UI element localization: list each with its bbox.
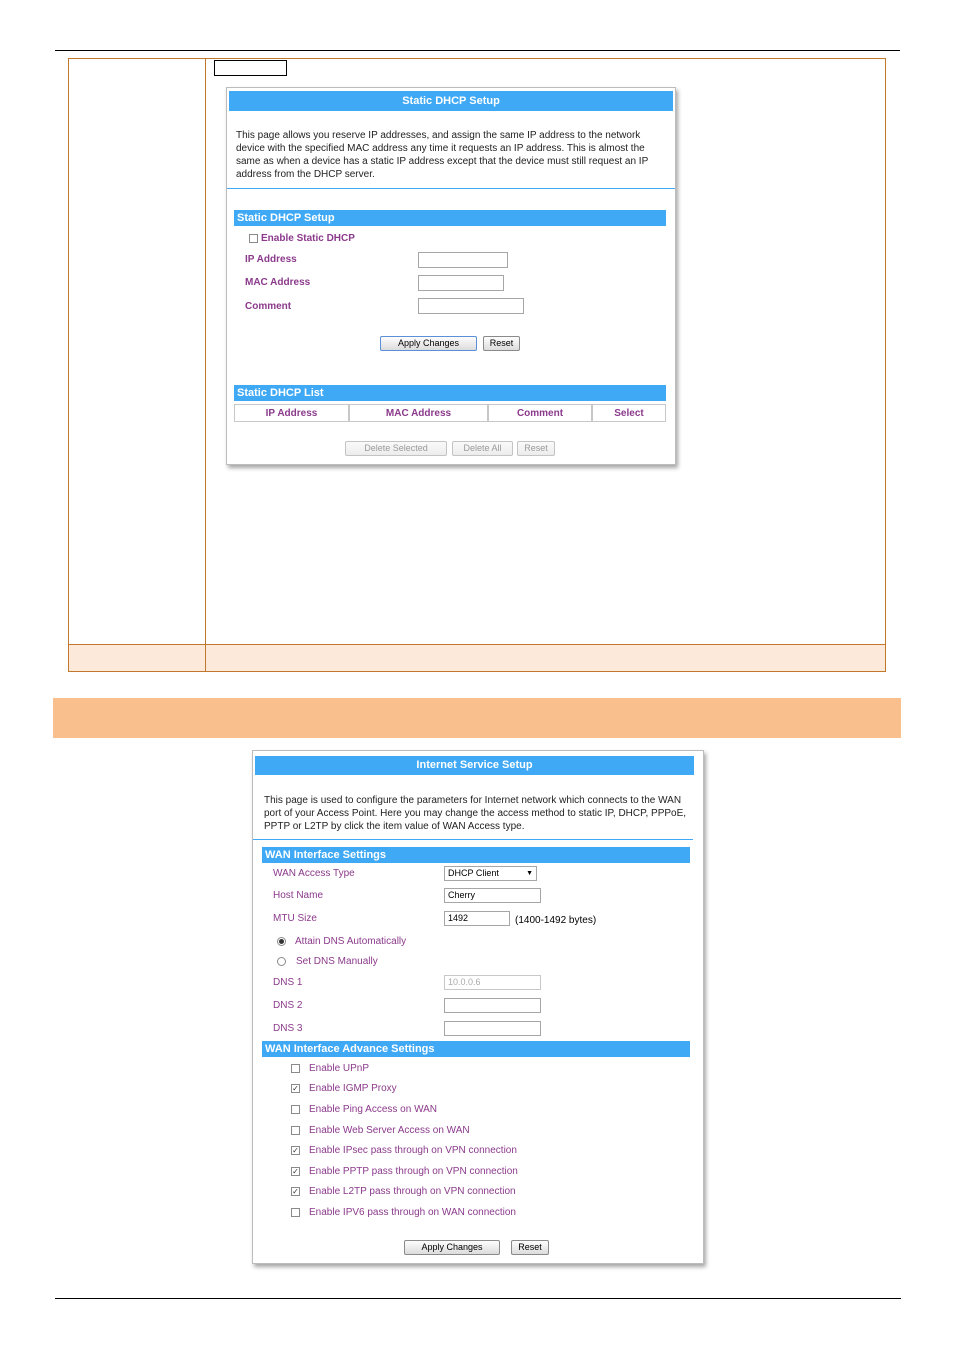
set-dns-manual-label: Set DNS Manually — [296, 956, 378, 967]
enable-igmp-proxy-checkbox[interactable]: ✓ — [292, 1084, 299, 1093]
enable-ipsec-passthrough-label: Enable IPsec pass through on VPN connection — [309, 1145, 517, 1156]
empty-label-box — [214, 60, 287, 76]
column-ip-address: IP Address — [234, 404, 349, 422]
enable-static-dhcp-label: Enable Static DHCP — [261, 233, 355, 244]
enable-web-server-access-checkbox[interactable] — [291, 1126, 300, 1135]
list-reset-button[interactable]: Reset — [517, 441, 555, 456]
section-heading-bar — [53, 698, 901, 738]
column-select: Select — [592, 404, 666, 422]
enable-ipv6-passthrough-checkbox[interactable] — [291, 1208, 300, 1217]
enable-l2tp-passthrough-label: Enable L2TP pass through on VPN connection — [309, 1186, 516, 1197]
bottom-rule — [55, 1298, 901, 1299]
table-column-divider — [205, 59, 206, 671]
dns1-label: DNS 1 — [273, 977, 303, 988]
delete-selected-button[interactable]: Delete Selected — [345, 441, 447, 456]
column-comment: Comment — [488, 404, 592, 422]
dhcp-list-header — [234, 404, 666, 422]
dropdown-arrow-icon: ▼ — [526, 870, 533, 877]
advance-options-list — [253, 751, 703, 1263]
apply-changes-button[interactable]: Apply Changes — [380, 336, 477, 351]
ip-address-label: IP Address — [245, 254, 297, 265]
internet-service-panel — [252, 750, 704, 1264]
mac-address-label: MAC Address — [245, 277, 311, 288]
panel-title: Static DHCP Setup — [229, 91, 673, 111]
enable-pptp-passthrough-label: Enable PPTP pass through on VPN connection — [309, 1166, 518, 1177]
reset-button[interactable]: Reset — [483, 336, 520, 351]
enable-ipsec-passthrough-checkbox[interactable]: ✓ — [292, 1146, 299, 1155]
column-mac-address: MAC Address — [349, 404, 488, 422]
host-name-label: Host Name — [273, 890, 324, 901]
wan-interface-settings-section: WAN Interface Settings — [262, 847, 690, 863]
enable-igmp-proxy-label: Enable IGMP Proxy — [309, 1083, 397, 1094]
static-dhcp-setup-section: Static DHCP Setup — [234, 210, 666, 226]
comment-label: Comment — [245, 301, 292, 312]
enable-ping-access-checkbox[interactable] — [291, 1105, 300, 1114]
comment-input[interactable] — [418, 298, 524, 314]
host-name-input[interactable]: Cherry — [444, 888, 541, 903]
wan-access-type-value: DHCP Client — [448, 868, 499, 878]
enable-l2tp-passthrough-checkbox[interactable]: ✓ — [292, 1187, 299, 1196]
delete-all-button[interactable]: Delete All — [452, 441, 513, 456]
table-footer-divider — [205, 645, 206, 671]
mtu-size-label: MTU Size — [273, 913, 317, 924]
enable-ipv6-passthrough-label: Enable IPV6 pass through on WAN connection — [309, 1207, 516, 1218]
enable-upnp-checkbox[interactable] — [291, 1064, 300, 1073]
panel-description: This page is used to configure the parameters for Internet network which connects to the WAN port of your Access Point. Here you may change the access method to static IP, DHCP, PPPoE, PPTP or L2TP by click the item value of WAN Access type. — [264, 795, 687, 832]
panel-description: This page allows you reserve IP addresses, and assign the same IP address to the network device with the specified MAC address any time it requests an IP address. This is almost the same as when a device has a static IP address except that the device must still request an IP address from the DHCP server. — [236, 130, 649, 180]
enable-web-server-access-label: Enable Web Server Access on WAN — [309, 1125, 470, 1136]
mtu-size-hint: (1400-1492 bytes) — [515, 915, 597, 926]
wan-access-type-label: WAN Access Type — [273, 868, 355, 879]
table-footer-row — [69, 644, 885, 671]
attain-dns-auto-label: Attain DNS Automatically — [295, 936, 407, 947]
dns2-label: DNS 2 — [273, 1000, 303, 1011]
enable-static-dhcp-checkbox[interactable] — [249, 234, 258, 243]
enable-upnp-label: Enable UPnP — [309, 1063, 370, 1074]
static-dhcp-panel — [226, 87, 676, 465]
wan-advance-settings-section: WAN Interface Advance Settings — [262, 1041, 690, 1057]
ip-address-input[interactable] — [418, 252, 508, 268]
enable-ping-access-label: Enable Ping Access on WAN — [309, 1104, 438, 1115]
mtu-size-input[interactable]: 1492 — [444, 911, 510, 926]
static-dhcp-list-section: Static DHCP List — [234, 385, 666, 401]
dns3-label: DNS 3 — [273, 1023, 303, 1034]
panel-title: Internet Service Setup — [255, 756, 694, 775]
mac-address-input[interactable] — [418, 275, 504, 291]
dns1-input[interactable]: 10.0.0.6 — [444, 975, 541, 990]
enable-pptp-passthrough-checkbox[interactable]: ✓ — [292, 1167, 299, 1176]
top-rule — [55, 50, 900, 51]
panel-separator — [227, 188, 675, 189]
reset-button[interactable]: Reset — [511, 1240, 549, 1255]
apply-changes-button[interactable]: Apply Changes — [404, 1240, 500, 1255]
